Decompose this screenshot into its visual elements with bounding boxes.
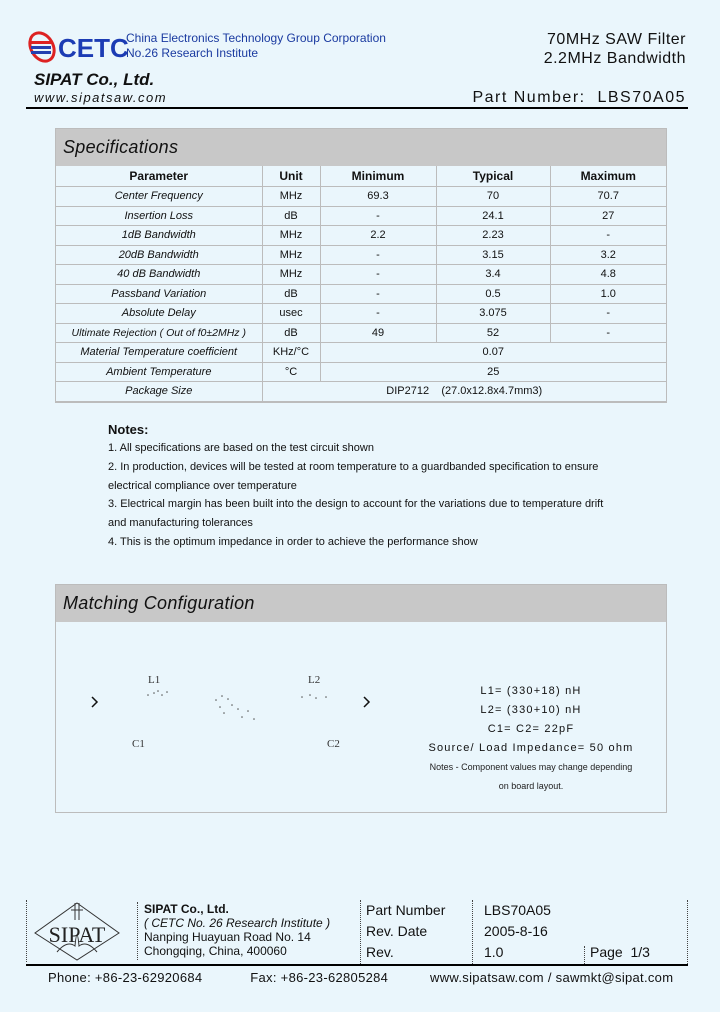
company-website[interactable]: www.sipatsaw.com bbox=[34, 90, 168, 105]
cell-unit: MHz bbox=[262, 226, 320, 246]
rev-date-value: 2005-8-16 bbox=[484, 923, 548, 939]
column-header: Unit bbox=[262, 166, 320, 187]
table-row bbox=[56, 382, 666, 402]
table-row bbox=[56, 284, 666, 304]
cell-max: - bbox=[550, 323, 666, 343]
label-c1: C1 bbox=[132, 738, 145, 750]
cell-min: - bbox=[320, 304, 436, 324]
part-number-value: LBS70A05 bbox=[597, 89, 686, 106]
note-line: 4. This is the optimum impedance in order to achieve the performance show bbox=[108, 535, 478, 548]
cell-parameter: Center Frequency bbox=[56, 187, 262, 207]
cell-parameter: 20dB Bandwidth bbox=[56, 245, 262, 265]
notes-title: Notes: bbox=[108, 422, 149, 437]
table-row bbox=[56, 206, 666, 226]
cell-max: 4.8 bbox=[550, 265, 666, 285]
note-line: and manufacturing tolerances bbox=[108, 517, 253, 530]
header-part-number bbox=[472, 89, 686, 107]
cell-typ: 24.1 bbox=[436, 206, 550, 226]
cell-parameter: Ambient Temperature bbox=[56, 362, 262, 382]
cell-min: - bbox=[320, 284, 436, 304]
cell-min: - bbox=[320, 245, 436, 265]
table-row bbox=[56, 323, 666, 343]
column-header: Typical bbox=[436, 166, 550, 187]
matching-circuit-diagram bbox=[84, 667, 384, 757]
specifications-section bbox=[55, 128, 667, 403]
cell-unit: usec bbox=[262, 304, 320, 324]
footer-company: SIPAT Co., Ltd. bbox=[144, 902, 229, 916]
cell-parameter: Package Size bbox=[56, 382, 262, 402]
footer-institute: ( CETC No. 26 Research Institute ) bbox=[144, 916, 331, 930]
cell-parameter: Absolute Delay bbox=[56, 304, 262, 324]
part-number-value: LBS70A05 bbox=[484, 902, 551, 918]
column-header: Minimum bbox=[320, 166, 436, 187]
component-values bbox=[416, 682, 646, 796]
cell-typ: 0.5 bbox=[436, 284, 550, 304]
cell-max: 1.0 bbox=[550, 284, 666, 304]
rev-date-label: Rev. Date bbox=[366, 923, 428, 939]
component-note: Notes - Component values may change depending bbox=[429, 762, 633, 772]
cell-value: DIP2712 (27.0x12.8x4.7mm3) bbox=[262, 382, 666, 402]
cell-max: - bbox=[550, 226, 666, 246]
fax-number: Fax: +86-23-62805284 bbox=[250, 970, 389, 985]
cell-parameter: 1dB Bandwidth bbox=[56, 226, 262, 246]
web-and-email[interactable]: www.sipatsaw.com / sawmkt@sipat.com bbox=[430, 970, 674, 985]
org-line-1: China Electronics Technology Group Corporation bbox=[126, 31, 386, 45]
table-row bbox=[56, 265, 666, 285]
cell-parameter: Ultimate Rejection ( Out of f0±2MHz ) bbox=[56, 323, 262, 343]
footer-address-line-1: Nanping Huayuan Road No. 14 bbox=[144, 930, 311, 944]
table-row bbox=[56, 187, 666, 207]
cell-parameter: Material Temperature coefficient bbox=[56, 343, 262, 363]
sipat-logo bbox=[26, 900, 127, 962]
cell-min: 49 bbox=[320, 323, 436, 343]
cell-min: - bbox=[320, 265, 436, 285]
cell-parameter: 40 dB Bandwidth bbox=[56, 265, 262, 285]
circuit-schematic-icon bbox=[84, 667, 384, 757]
cell-typ: 2.23 bbox=[436, 226, 550, 246]
cell-parameter: Passband Variation bbox=[56, 284, 262, 304]
value-c1-c2: C1= C2= 22pF bbox=[487, 723, 575, 735]
value-l2: L2= (330+10) nH bbox=[480, 704, 582, 716]
product-line-1: 70MHz SAW Filter bbox=[547, 31, 686, 48]
table-row bbox=[56, 245, 666, 265]
cell-max: 27 bbox=[550, 206, 666, 226]
part-number-label: Part Number bbox=[366, 902, 446, 918]
company-name: SIPAT Co., Ltd. bbox=[34, 70, 155, 89]
revision-grid bbox=[360, 900, 688, 964]
cell-unit: dB bbox=[262, 323, 320, 343]
value-impedance: Source/ Load Impedance= 50 ohm bbox=[428, 742, 634, 754]
footer-divider bbox=[26, 964, 688, 966]
cell-unit: KHz/°C bbox=[262, 343, 320, 363]
cell-value: 0.07 bbox=[320, 343, 666, 363]
sipat-logo-text: SIPAT bbox=[48, 922, 106, 947]
part-number-label: Part Number: bbox=[472, 89, 586, 106]
svg-text:CETC: CETC bbox=[58, 33, 128, 63]
cell-typ: 3.15 bbox=[436, 245, 550, 265]
cell-unit: MHz bbox=[262, 265, 320, 285]
page-value: 1/3 bbox=[630, 944, 650, 960]
phone-number: Phone: +86-23-62920684 bbox=[48, 970, 203, 985]
cetc-logo bbox=[28, 30, 128, 64]
page-label: Page bbox=[590, 944, 623, 960]
footer-address-line-2: Chongqing, China, 400060 bbox=[144, 944, 287, 958]
cell-unit: MHz bbox=[262, 187, 320, 207]
column-header: Parameter bbox=[56, 166, 262, 187]
cell-unit: MHz bbox=[262, 245, 320, 265]
cell-unit: dB bbox=[262, 284, 320, 304]
contact-line bbox=[48, 970, 673, 985]
product-title bbox=[544, 30, 686, 68]
label-l1: L1 bbox=[148, 674, 161, 686]
cell-min: 69.3 bbox=[320, 187, 436, 207]
product-line-2: 2.2MHz Bandwidth bbox=[543, 50, 686, 67]
note-line: electrical compliance over temperature bbox=[108, 479, 297, 492]
cell-min: 2.2 bbox=[320, 226, 436, 246]
org-line-2: No.26 Research Institute bbox=[126, 46, 259, 60]
note-line: 3. Electrical margin has been built into the design to account for the variations due to temperature drift bbox=[108, 498, 604, 511]
rev-value: 1.0 bbox=[484, 944, 504, 960]
note-line: 1. All specifications are based on the test circuit shown bbox=[108, 442, 374, 454]
value-l1: L1= (330+18) nH bbox=[480, 685, 582, 697]
table-row bbox=[56, 226, 666, 246]
cell-parameter: Insertion Loss bbox=[56, 206, 262, 226]
cell-unit: dB bbox=[262, 206, 320, 226]
cell-typ: 52 bbox=[436, 323, 550, 343]
page-indicator bbox=[590, 942, 650, 963]
matching-section bbox=[55, 584, 667, 813]
cell-typ: 3.4 bbox=[436, 265, 550, 285]
note-line: 2. In production, devices will be tested at room temperature to a guardbanded specification to ensure bbox=[108, 460, 599, 473]
org-name bbox=[126, 31, 386, 61]
label-c2: C2 bbox=[327, 738, 340, 750]
label-l2: L2 bbox=[308, 674, 321, 686]
cell-min: - bbox=[320, 206, 436, 226]
table-row bbox=[56, 304, 666, 324]
sipat-logo-icon bbox=[27, 900, 127, 962]
component-note: on board layout. bbox=[498, 781, 564, 791]
cetc-logo-icon bbox=[28, 30, 128, 64]
specifications-table bbox=[56, 166, 666, 402]
cell-max: 70.7 bbox=[550, 187, 666, 207]
section-title: Specifications bbox=[56, 129, 666, 166]
section-title: Matching Configuration bbox=[56, 585, 666, 622]
footer-info bbox=[26, 900, 688, 964]
table-row bbox=[56, 362, 666, 382]
cell-typ: 3.075 bbox=[436, 304, 550, 324]
cell-max: - bbox=[550, 304, 666, 324]
matching-body bbox=[56, 622, 666, 812]
cell-unit: °C bbox=[262, 362, 320, 382]
rev-label: Rev. bbox=[366, 944, 394, 960]
table-row bbox=[56, 343, 666, 363]
column-header: Maximum bbox=[550, 166, 666, 187]
company-address bbox=[137, 902, 330, 960]
cell-value: 25 bbox=[320, 362, 666, 382]
cell-max: 3.2 bbox=[550, 245, 666, 265]
header-divider bbox=[26, 107, 688, 109]
notes-block bbox=[108, 421, 603, 552]
table-header-row bbox=[56, 166, 666, 187]
cell-typ: 70 bbox=[436, 187, 550, 207]
